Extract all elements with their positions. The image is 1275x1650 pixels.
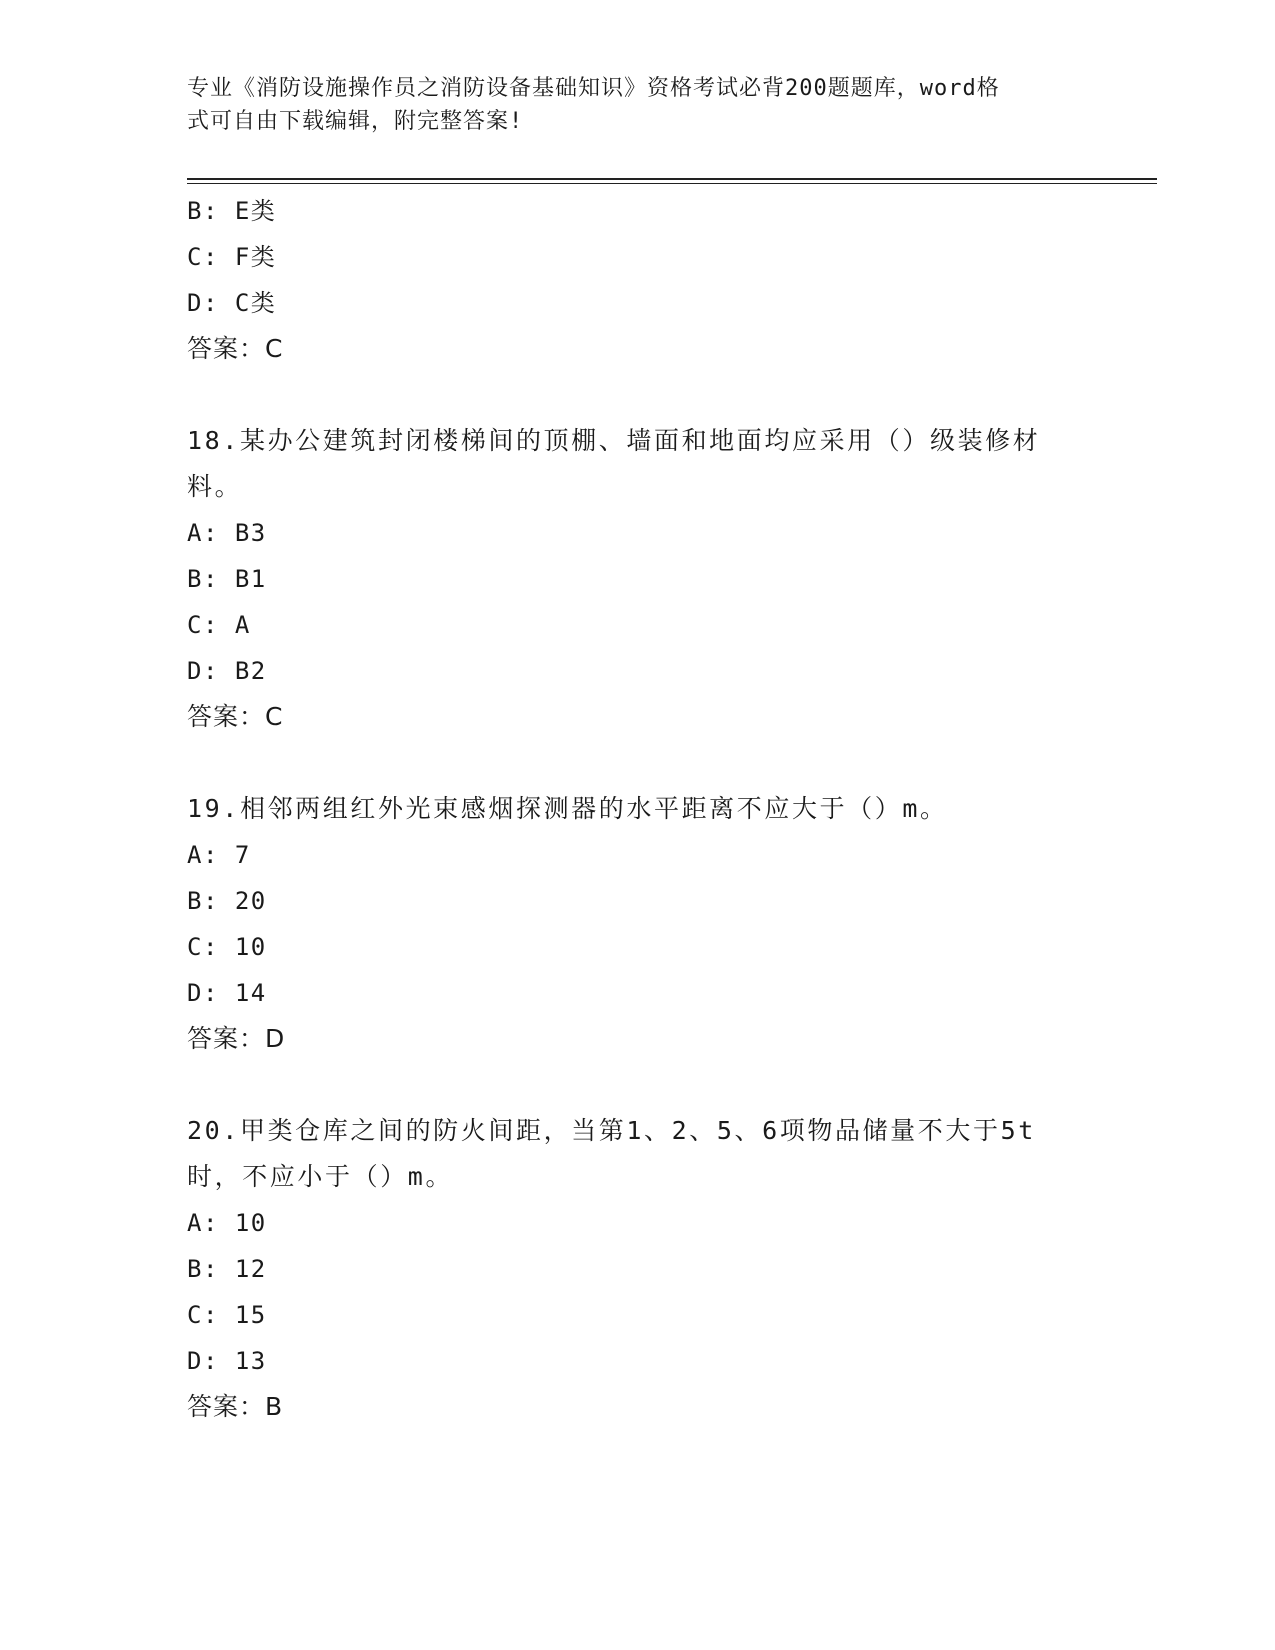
option-separator: : <box>202 1255 235 1283</box>
option-b <box>187 878 1087 924</box>
option-a <box>187 832 1087 878</box>
option-text: A <box>234 611 251 639</box>
option-separator: : <box>202 611 235 639</box>
question-19 <box>187 786 1087 1062</box>
option-text: 7 <box>234 841 251 869</box>
option-label: A <box>187 1209 203 1237</box>
option-c <box>187 602 1087 648</box>
option-label: D <box>187 1347 203 1375</box>
option-label: C <box>187 611 203 639</box>
option-text: 10 <box>234 933 267 961</box>
option-d <box>187 1338 1087 1384</box>
option-text: F类 <box>234 243 277 271</box>
option-separator: : <box>202 197 235 225</box>
option-text: 14 <box>234 979 267 1007</box>
answer-line: 答案：D <box>187 1024 286 1053</box>
question-stem-line-1 <box>187 786 1077 832</box>
question-20 <box>187 1108 1087 1430</box>
option-text: 10 <box>234 1209 267 1237</box>
option-d <box>187 648 1087 694</box>
option-b <box>187 188 1087 234</box>
option-label: A <box>187 841 203 869</box>
option-label: C <box>187 933 203 961</box>
option-label: B <box>187 1255 203 1283</box>
option-label: D <box>187 657 203 685</box>
option-label: B <box>187 565 203 593</box>
option-text: E类 <box>234 197 277 225</box>
partial-question <box>187 188 1087 372</box>
option-text: 13 <box>234 1347 267 1375</box>
option-d <box>187 280 1087 326</box>
option-separator: : <box>202 289 235 317</box>
option-text: 20 <box>234 887 267 915</box>
question-18 <box>187 418 1087 740</box>
option-a <box>187 510 1087 556</box>
option-separator: : <box>202 1301 235 1329</box>
option-label: B <box>187 887 203 915</box>
option-separator: : <box>202 243 235 271</box>
question-list <box>187 188 1087 1430</box>
header-divider-thin <box>187 183 1157 184</box>
question-stem-line-1 <box>187 418 1077 464</box>
header-line-1: 专业《消防设施操作员之消防设备基础知识》资格考试必背200题题库，word格 <box>187 76 1000 101</box>
option-label: D <box>187 289 203 317</box>
option-text: B1 <box>234 565 267 593</box>
header-line-2: 式可自由下载编辑，附完整答案! <box>187 109 524 134</box>
option-separator: : <box>202 1347 235 1375</box>
option-separator: : <box>202 657 235 685</box>
option-label: C <box>187 1301 203 1329</box>
question-number: 18. <box>187 426 240 455</box>
question-text: 某办公建筑封闭楼梯间的顶棚、墙面和地面均应采用（）级装修材 <box>239 426 1041 455</box>
option-c <box>187 924 1087 970</box>
option-text: C类 <box>234 289 277 317</box>
option-text: 12 <box>234 1255 267 1283</box>
option-text: 15 <box>234 1301 267 1329</box>
option-text: B3 <box>234 519 267 547</box>
answer-line: 答案：C <box>187 334 284 363</box>
option-b <box>187 556 1087 602</box>
option-text: B2 <box>234 657 267 685</box>
question-number: 20. <box>187 1116 240 1145</box>
header-divider-thick <box>187 178 1157 180</box>
option-separator: : <box>202 519 235 547</box>
document-header <box>187 72 1067 138</box>
question-stem-line-1 <box>187 1108 1077 1154</box>
option-separator: : <box>202 887 235 915</box>
question-text: 甲类仓库之间的防火间距，当第1、2、5、6项物品储量不大于5t <box>239 1116 1036 1145</box>
answer-line: 答案：C <box>187 702 284 731</box>
option-separator: : <box>202 1209 235 1237</box>
option-label: D <box>187 979 203 1007</box>
answer-line: 答案：B <box>187 1392 284 1421</box>
question-stem-line-2: 料。 <box>187 472 243 501</box>
question-number: 19. <box>187 794 240 823</box>
option-c <box>187 1292 1087 1338</box>
option-label: B <box>187 197 203 225</box>
question-stem-line-2: 时，不应小于（）m。 <box>187 1162 454 1191</box>
option-a <box>187 1200 1087 1246</box>
option-d <box>187 970 1087 1016</box>
option-c <box>187 234 1087 280</box>
option-separator: : <box>202 979 235 1007</box>
option-label: C <box>187 243 203 271</box>
question-text: 相邻两组红外光束感烟探测器的水平距离不应大于（）m。 <box>239 794 948 823</box>
option-separator: : <box>202 841 235 869</box>
option-b <box>187 1246 1087 1292</box>
option-label: A <box>187 519 203 547</box>
option-separator: : <box>202 565 235 593</box>
option-separator: : <box>202 933 235 961</box>
